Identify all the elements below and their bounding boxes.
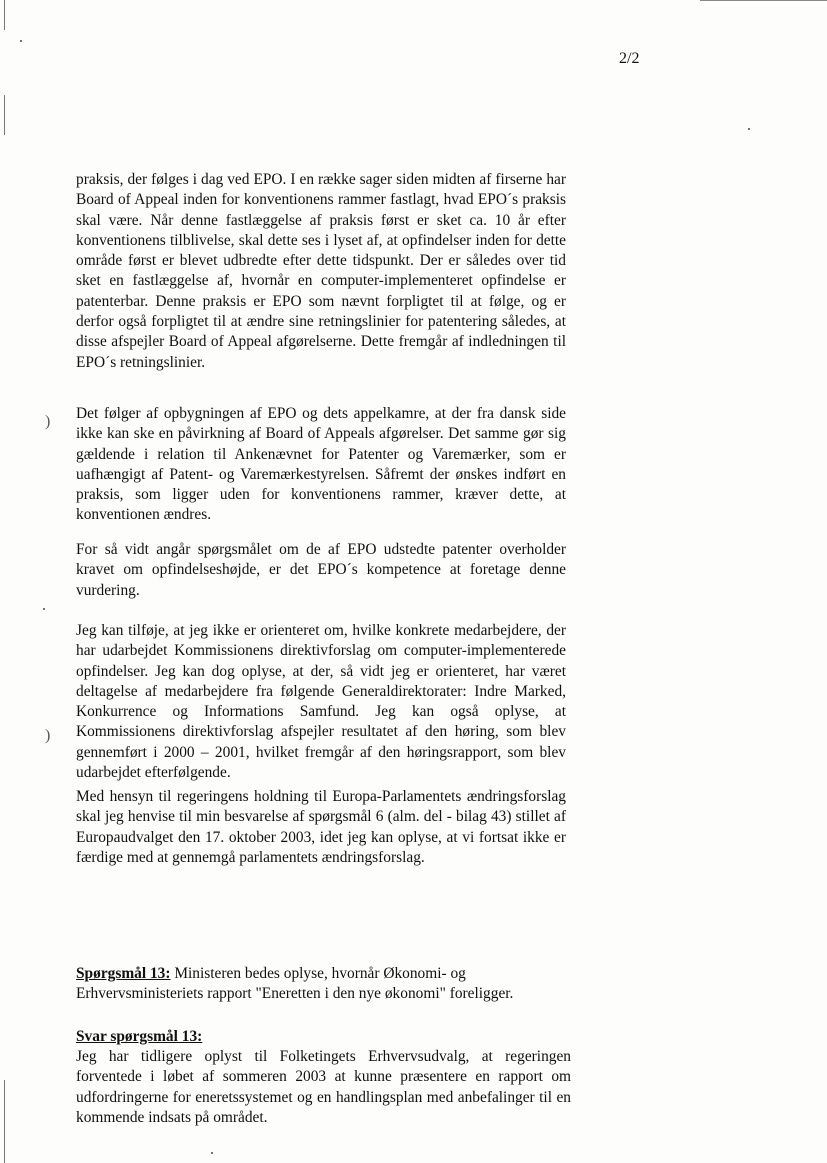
scan-speck (211, 1152, 213, 1154)
scan-speck (20, 40, 22, 42)
page-number: 2/2 (619, 50, 640, 67)
body-paragraph: For så vidt angår spørgsmålet om de af EPO udstedte patenter overholder kravet om opfindelseshøjde, er det EPO´s kompetence at foretage denne vurdering. (76, 541, 566, 599)
body-paragraph: Jeg kan tilføje, at jeg ikke er orienteret om, hvilke konkrete medarbejdere, der har udarbejdet Kommissionens direktivforslag om computer-implementerede opfindelser. Jeg kan dog oplyse, at der, så vidt jeg er orienteret, har været deltagelse af medarbejdere fra følgende Generaldirektorater: Indre Marked, Konkurrence og Informations Samfund. Jeg kan også oplyse, at Kommissionens direktivforslag afspejler resultatet af den høring, som blev gennemført i 2000 – 2001, hvilket fremgår af den høringsrapport, som blev udarbejdet efterfølgende. (76, 622, 566, 782)
answer-text: Jeg har tidligere oplyst til Folketingets Erhvervsudvalg, at regeringen forventede i løbet af sommeren 2003 at kunne præsentere en rapport om udfordringerne for eneretssystemet og en handlingsplan med anbefalinger til en kommende indsats på området. (76, 1048, 571, 1126)
question-13 (76, 964, 576, 1005)
scan-edge-mark (4, 1080, 5, 1163)
scan-speck (748, 128, 750, 130)
scan-speck (43, 608, 45, 610)
body-paragraph: praksis, der følges i dag ved EPO. I en række sager siden midten af firserne har Board of Appeal inden for konventionens rammer fastlagt, hvad EPO´s praksis skal være. Når denne fastlæggelse af praksis først er sket ca. 10 år efter konventionens tilblivelse, skal dette ses i lyset af, at opfindelser inden for dette område først er blevet udbredte efter dette tidspunkt. Der er således over tid sket en fastlæggelse af, hvornår en computer-implementeret opfindelse er patenterbar. Denne praksis er EPO som nævnt forpligtet til at følge, og er derfor også forpligtet til at ændre sine retningslinier for patentering således, at disse afspejler Board of Appeal afgørelserne. Dette fremgår af indledningen til EPO´s retningslinier. (76, 171, 566, 371)
body-paragraph: Med hensyn til regeringens holdning til Europa-Parlamentets ændringsforslag skal jeg henvise til min besvarelse af spørgsmål 6 (alm. del - bilag 43) stillet af Europaudvalget den 17. oktober 2003, idet jeg kan oplyse, at vi fortsat ikke er færdige med at gennemgå parlamentets ændringsforslag. (76, 788, 566, 866)
margin-mark: ) (45, 727, 51, 744)
scan-edge-line (700, 0, 827, 1)
margin-mark: ) (45, 413, 51, 430)
answer-heading: Svar spørgsmål 13: (76, 1028, 203, 1045)
body-paragraph: Det følger af opbygningen af EPO og dets appelkamre, at der fra dansk side ikke kan ske en påvirkning af Board of Appeals afgørelser. Det samme gør sig gældende i relation til Ankenævnet for Patenter og Varemærker, som er uafhængigt af Patent- og Varemærkestyrelsen. Såfremt der ønskes indført en praksis, som ligger uden for konventionens rammer, kræver dette, at konventionen ændres. (76, 405, 566, 524)
scan-edge-mark (4, 0, 5, 30)
scan-edge-mark (4, 95, 5, 135)
question-text: Ministeren bedes oplyse, hvornår Økonomi- og Erhvervsministeriets rapport "Eneretten i den nye økonomi" foreligger. (76, 965, 514, 1003)
question-label: Spørgsmål 13: (76, 965, 171, 982)
